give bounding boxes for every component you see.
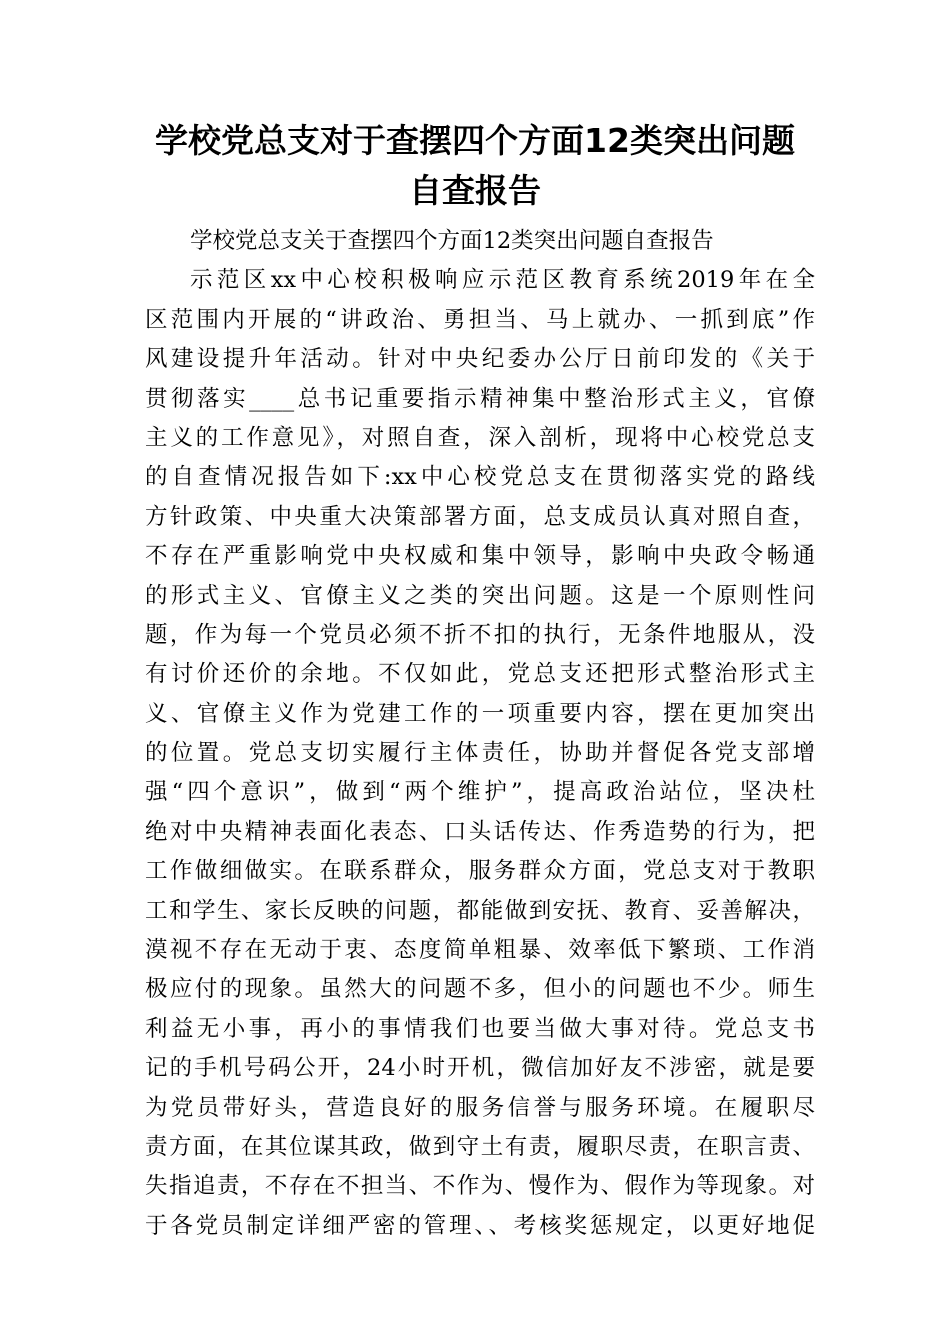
body-line: 于各党员制定详细严密的管理、、考核奖惩规定，以更好地促 bbox=[145, 1212, 815, 1239]
body-line: 的形式主义、官僚主义之类的突出问题。这是一个原则性问 bbox=[145, 582, 815, 609]
body-line: 工和学生、家长反映的问题，都能做到安抚、教育、妥善解决， bbox=[145, 897, 815, 924]
body-line: 义、官僚主义作为党建工作的一项重要内容，摆在更加突出 bbox=[145, 700, 815, 727]
body-line: 记的手机号码公开，24小时开机，微信加好友不涉密，就是要 bbox=[145, 1055, 815, 1082]
body-line: 极应付的现象。虽然大的问题不多，但小的问题也不少。师生 bbox=[145, 976, 815, 1003]
body-line: 方针政策、中央重大决策部署方面，总支成员认真对照自查， bbox=[145, 503, 815, 530]
body-line: 工作做细做实。在联系群众，服务群众方面，党总支对于教职 bbox=[145, 858, 815, 885]
body-line: 的位置。党总支切实履行主体责任，协助并督促各党支部增 bbox=[145, 740, 815, 767]
body-line: 绝对中央精神表面化表态、口头话传达、作秀造势的行为，把 bbox=[145, 818, 815, 845]
body-line: 有讨价还价的余地。不仅如此，党总支还把形式整治形式主 bbox=[145, 661, 815, 688]
body-line: 利益无小事，再小的事情我们也要当做大事对待。党总支书 bbox=[145, 1015, 815, 1042]
body-line: 贯彻落实____总书记重要指示精神集中整治形式主义，官僚 bbox=[145, 385, 815, 412]
body-line: 责方面，在其位谋其政，做到守土有责，履职尽责，在职言责、 bbox=[145, 1133, 815, 1160]
body-line: 的自查情况报告如下:xx中心校党总支在贯彻落实党的路线 bbox=[145, 464, 815, 491]
document-title-line-1: 学校党总支对于查摆四个方面12类突出问题 bbox=[155, 121, 795, 160]
document-body bbox=[145, 222, 815, 1246]
body-line: 漠视不存在无动于衷、态度简单粗暴、效率低下繁琐、工作消 bbox=[145, 937, 815, 964]
body-line: 主义的工作意见》，对照自查，深入剖析，现将中心校党总支 bbox=[145, 424, 815, 451]
body-line: 为党员带好头，营造良好的服务信誉与服务环境。在履职尽 bbox=[145, 1094, 815, 1121]
body-line: 强“四个意识”，做到“两个维护”，提高政治站位，坚决杜 bbox=[145, 779, 815, 806]
body-line: 区范围内开展的“讲政治、勇担当、马上就办、一抓到底”作 bbox=[145, 306, 815, 333]
document-title-line-2: 自查报告 bbox=[409, 171, 541, 210]
body-line: 学校党总支关于查摆四个方面12类突出问题自查报告 bbox=[190, 228, 714, 254]
body-line: 示范区xx中心校积极响应示范区教育系统2019年在全 bbox=[190, 267, 815, 294]
body-line: 题，作为每一个党员必须不折不扣的执行，无条件地服从，没 bbox=[145, 621, 815, 648]
body-line: 风建设提升年活动。针对中央纪委办公厅日前印发的《关于 bbox=[145, 346, 815, 373]
body-line: 失指追责，不存在不担当、不作为、慢作为、假作为等现象。对 bbox=[145, 1173, 815, 1200]
body-line: 不存在严重影响党中央权威和集中领导，影响中央政令畅通 bbox=[145, 543, 815, 570]
